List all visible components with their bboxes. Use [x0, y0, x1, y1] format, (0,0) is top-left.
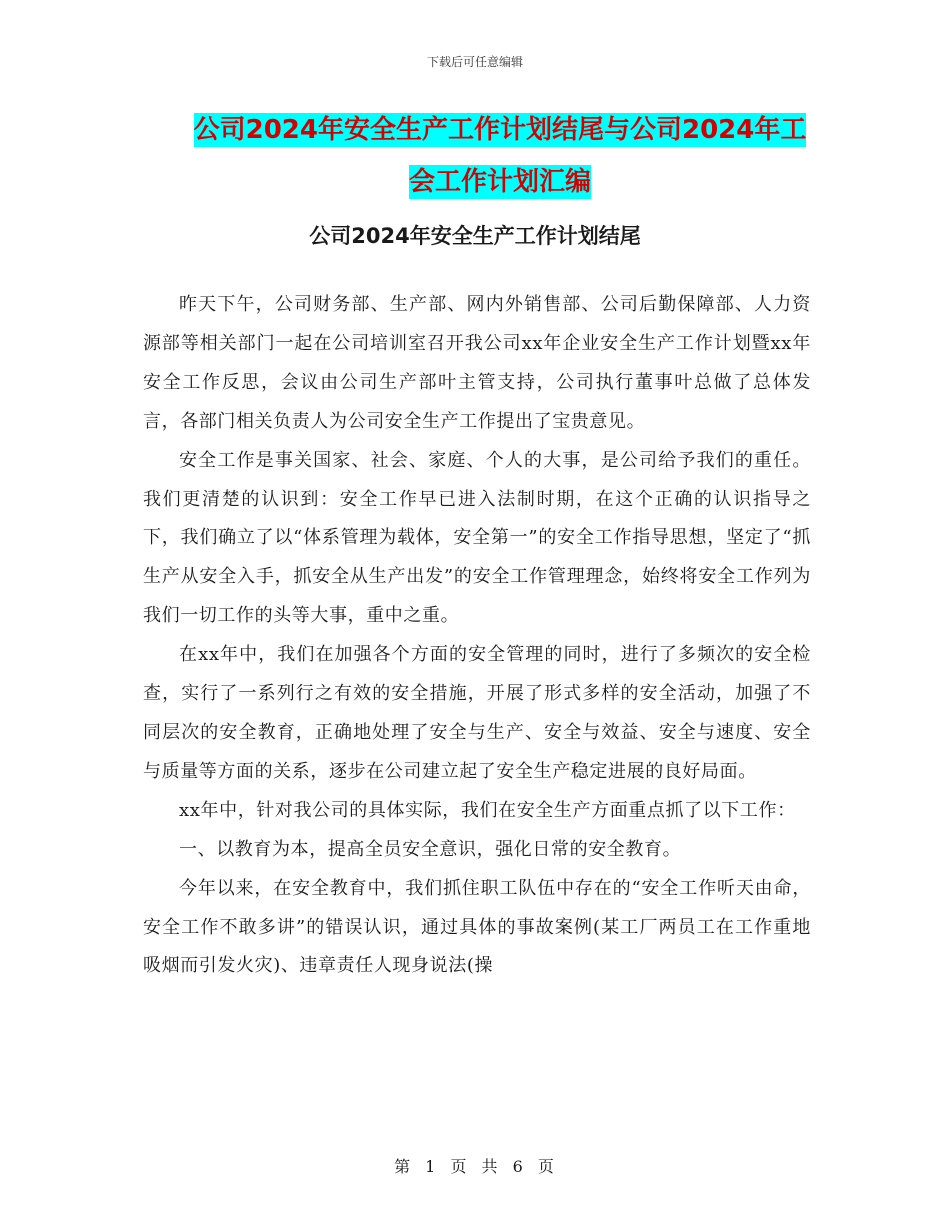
section-heading: 公司2024年安全生产工作计划结尾 — [309, 224, 641, 248]
paragraph: 今年以来，在安全教育中，我们抓住职工队伍中存在的“安全工作听天由命，安全工作不敢多讲”的错误认识，通过具体的事故案例(某工厂两员工在工作重地吸烟而引发火灾)、违章责任人现身说法(操 — [143, 877, 811, 977]
paragraph: 昨天下午，公司财务部、生产部、网内外销售部、公司后勤保障部、人力资源部等相关部门一起在公司培训室召开我公司xx年企业安全生产工作计划暨xx年安全工作反思，会议由公司生产部叶主管支持，公司执行董事叶总做了总体发言，各部门相关负责人为公司安全生产工作提出了宝贵意见。 — [143, 294, 811, 432]
paragraph: 一、以教育为本，提高全员安全意识，强化日常的安全教育。 — [179, 838, 682, 860]
paragraph: 在xx年中，我们在加强各个方面的安全管理的同时，进行了多频次的安全检查，实行了一系列行之有效的安全措施，开展了形式多样的安全活动，加强了不同层次的安全教育，正确地处理了安全与生产、安全与效益、安全与速度、安全与质量等方面的关系，逐步在公司建立起了安全生产稳定进展的良好局面。 — [143, 644, 811, 782]
document-title-line-1: 公司2024年安全生产工作计划结尾与公司2024年工 — [193, 115, 807, 145]
page-footer: 第 1 页 共 6 页 — [394, 1157, 556, 1176]
document-title — [140, 104, 860, 208]
paragraph: xx年中，针对我公司的具体实际，我们在安全生产方面重点抓了以下工作： — [179, 799, 796, 821]
document-title-line-2: 会工作计划汇编 — [408, 167, 591, 197]
paragraph: 安全工作是事关国家、社会、家庭、个人的大事，是公司给予我们的重任。我们更清楚的认识到：安全工作早已进入法制时期，在这个正确的认识指导之下，我们确立了以“体系管理为载体，安全第一”的安全工作指导思想，坚定了“抓生产从安全入手，抓安全从生产出发”的安全工作管理理念，始终将安全工作列为我们一切工作的头等大事，重中之重。 — [143, 449, 811, 627]
header-note: 下载后可任意编辑 — [426, 55, 523, 69]
document-body — [143, 286, 811, 986]
